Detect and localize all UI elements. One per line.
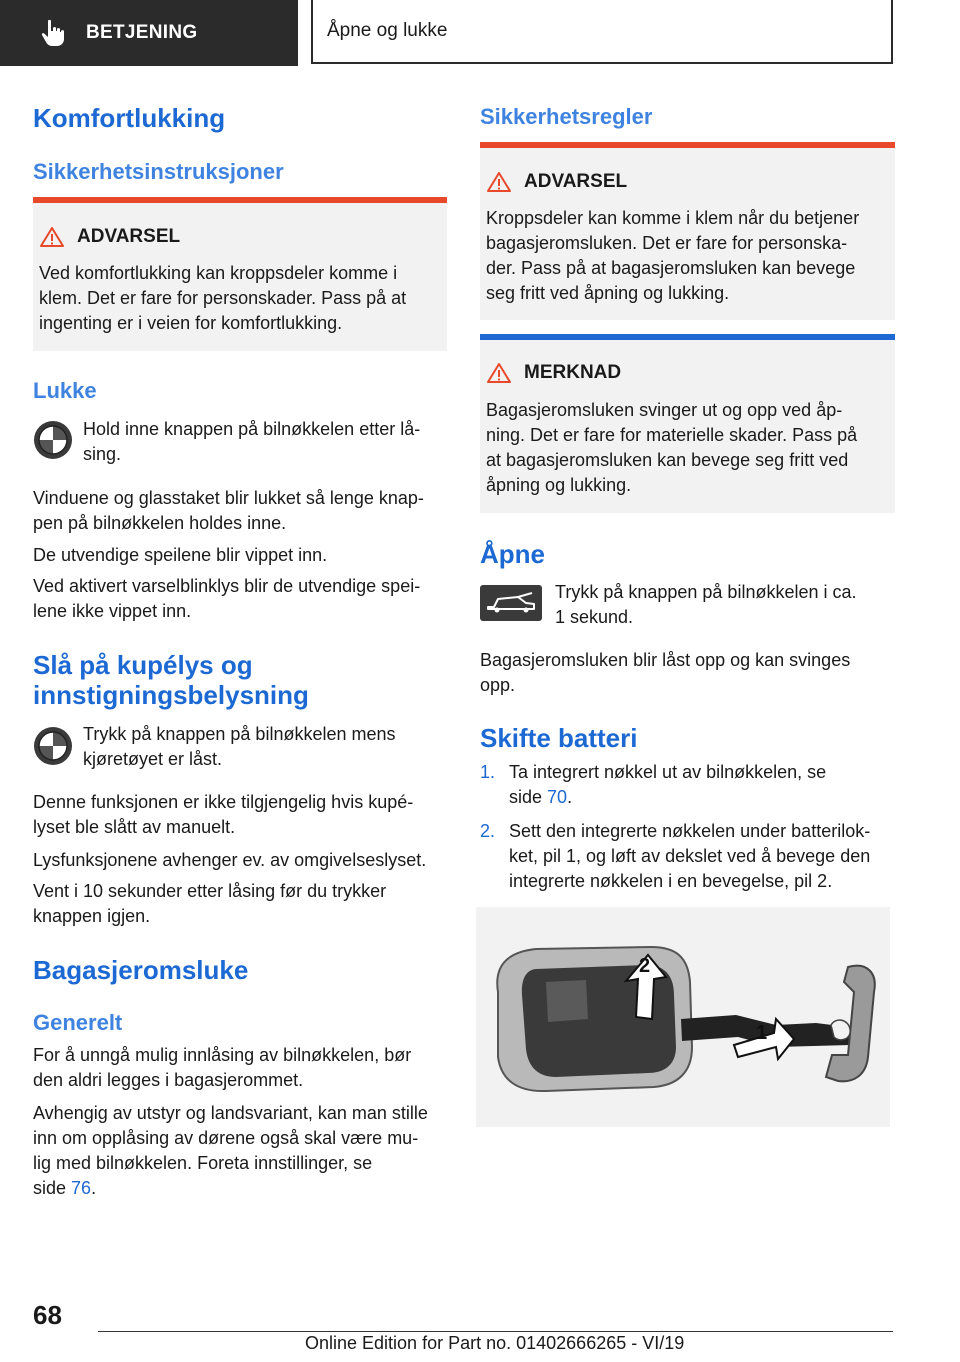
heading-komfortlukking: Komfortlukking <box>33 103 226 133</box>
lukke-paragraph: Ved aktivert varselblinklys blir de utvendige spei- lene ikke vippet inn. <box>33 576 421 621</box>
kupelys-paragraph: Vent i 10 sekunder etter låsing før du trykker knappen igjen. <box>33 881 387 926</box>
chapter-tab <box>311 0 893 64</box>
generelt-paragraph: Avhengig av utstyr og landsvariant, kan man stille inn om opplåsing av dørene også skal være mu- lig med bilnøkkelen. Foreta innstillinger, se side 76. <box>33 1103 428 1198</box>
note-title-text: MERKNAD <box>524 362 622 383</box>
kupelys-paragraph: Denne funksjonen er ikke tilgjengelig hvis kupé- lyset ble slått av manuelt. <box>33 792 414 837</box>
warning-text: Kroppsdeler kan komme i klem når du betjener bagasjeromsluken. Det er fare for personska- der. Pass på at bagasjeromsluken kan bevege seg fritt ved åpning og lukking. <box>486 208 860 303</box>
note-box <box>480 334 895 513</box>
heading-sikkerhetsregler: Sikkerhetsregler <box>480 104 653 129</box>
page-link-70[interactable]: 70 <box>547 787 568 807</box>
apne-paragraph: Bagasjeromsluken blir låst opp og kan svinges opp. <box>480 650 851 695</box>
kupelys-icon-text: Trykk på knappen på bilnøkkelen mens kjøretøyet er låst. <box>83 724 396 769</box>
trunk-button-icon <box>480 585 542 621</box>
warning-triangle-icon <box>486 362 512 384</box>
warning-title <box>486 171 627 193</box>
heading-apne: Åpne <box>480 539 545 569</box>
heading-bagasjeromsluke: Bagasjeromsluke <box>33 955 249 985</box>
warning-title <box>39 226 180 248</box>
footer-edition: Online Edition for Part no. 01402666265 - VI/19 <box>305 1333 685 1353</box>
warning-line: Ved komfortlukking kan kroppsdeler komme i <box>39 263 398 283</box>
key-figure <box>476 907 890 1127</box>
section-tab <box>0 0 298 66</box>
warning-title-text: ADVARSEL <box>77 226 181 247</box>
section-label: BETJENING <box>86 22 198 43</box>
warning-text <box>39 261 406 336</box>
battery-steps <box>480 760 895 894</box>
warning-triangle-icon <box>486 171 512 193</box>
generelt-paragraph: For å unngå mulig innlåsing av bilnøkkelen, bør den aldri legges i bagasjerommet. <box>33 1045 412 1090</box>
heading-skifte-batteri: Skifte batteri <box>480 723 638 753</box>
car-key-illustration <box>476 907 890 1127</box>
warning-triangle-icon <box>39 226 65 248</box>
pointing-hand-icon <box>40 19 66 47</box>
footer-divider <box>98 1331 893 1332</box>
warning-line: ingenting er i veien for komfortlukking. <box>39 313 343 333</box>
heading-sikkerhetsinstruksjoner: Sikkerhetsinstruksjoner <box>33 159 284 184</box>
note-text: Bagasjeromsluken svinger ut og opp ved åp- ning. Det er fare for materielle skader. Pass på at bagasjeromsluken kan bevege seg fritt ved åpning og lukking. <box>486 400 858 495</box>
note-title <box>486 362 621 384</box>
warning-line: klem. Det er fare for personskader. Pass på at <box>39 288 407 308</box>
page-number: 68 <box>33 1300 62 1330</box>
arrow-label-2: 2 <box>639 955 651 977</box>
arrow-label-1: 1 <box>756 1022 768 1044</box>
page-link-76[interactable]: 76 <box>71 1178 92 1198</box>
kupelys-paragraph: Lysfunksjonene avhenger ev. av omgivelseslyset. <box>33 850 427 870</box>
heading-generelt: Generelt <box>33 1010 123 1035</box>
heading-kupelys: Slå på kupélys og innstigningsbelysning <box>33 650 309 710</box>
warning-box <box>480 142 895 320</box>
car-key-logo-icon <box>33 726 73 766</box>
heading-lukke: Lukke <box>33 378 97 403</box>
lukke-paragraph: De utvendige speilene blir vippet inn. <box>33 545 328 565</box>
page-header <box>0 0 960 66</box>
chapter-label: Åpne og lukke <box>327 20 448 41</box>
warning-title-text: ADVARSEL <box>524 171 628 192</box>
warning-box <box>33 197 447 351</box>
list-item: 2. Sett den integrerte nøkkelen under batterilok- ket, pil 1, og løft av dekslet ved å bevege den integrerte nøkkelen i en bevegelse, pil 2. <box>480 821 871 891</box>
lukke-paragraph: Vinduene og glasstaket blir lukket så lenge knap- pen på bilnøkkelen holdes inne. <box>33 488 424 533</box>
apne-icon-text: Trykk på knappen på bilnøkkelen i ca. 1 sekund. <box>555 582 857 627</box>
car-key-logo-icon <box>33 420 73 460</box>
list-item: 1. Ta integrert nøkkel ut av bilnøkkelen, se side 70. <box>480 762 827 807</box>
lukke-icon-text: Hold inne knappen på bilnøkkelen etter lå- sing. <box>83 419 421 464</box>
